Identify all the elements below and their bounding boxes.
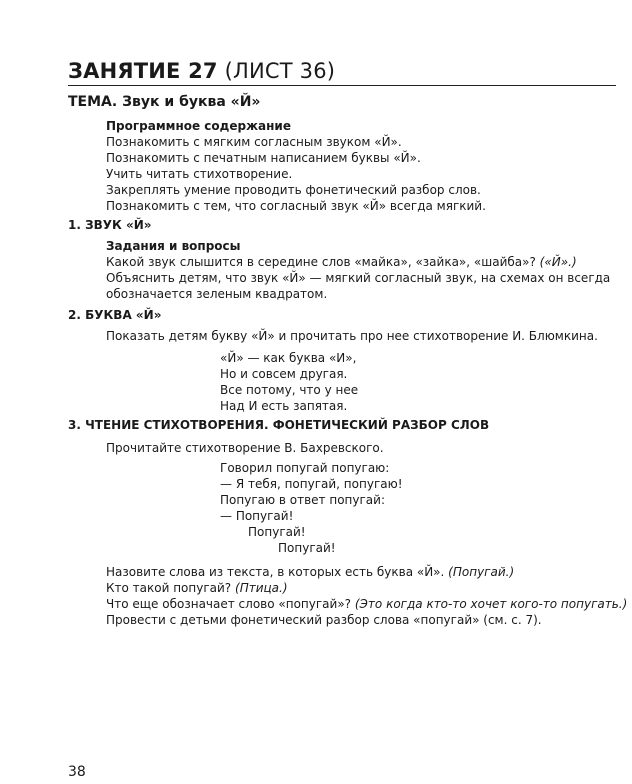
question-text: Какой звук слышится в середине слов «майка», «зайка», «шайба»? bbox=[106, 255, 536, 269]
poem-line: Попугай! bbox=[248, 525, 306, 539]
question-text: Что еще обозначает слово «попугай»? bbox=[106, 597, 352, 611]
final-instruction: Провести с детьми фонетический разбор слова «попугай» (см. с. 7). bbox=[106, 613, 542, 627]
poem-line: Попугай! bbox=[278, 541, 336, 555]
section-3-title: 3. ЧТЕНИЕ СТИХОТВОРЕНИЯ. ФОНЕТИЧЕСКИЙ РАЗБОР СЛОВ bbox=[68, 418, 490, 432]
question-line bbox=[106, 564, 514, 580]
question-text: Назовите слова из текста, в которых есть буква «Й». bbox=[106, 565, 445, 579]
answer-text: (Это когда кто-то хочет кого-то попугать.) bbox=[354, 597, 628, 611]
lesson-number: ЗАНЯТИЕ 27 bbox=[68, 59, 218, 83]
explanation-line: обозначается зеленым квадратом. bbox=[106, 287, 328, 301]
section-2-intro: Показать детям букву «Й» и прочитать про нее стихотворение И. Блюмкина. bbox=[106, 329, 598, 343]
program-item: Познакомить с мягким согласным звуком «Й». bbox=[106, 135, 402, 149]
question-line bbox=[106, 596, 627, 612]
section-1-title: 1. ЗВУК «Й» bbox=[68, 218, 152, 232]
poem-line: Над И есть запятая. bbox=[220, 399, 348, 413]
answer-text: («Й».) bbox=[539, 255, 577, 269]
tasks-heading: Задания и вопросы bbox=[106, 239, 241, 253]
program-item: Познакомить с печатным написанием буквы «Й». bbox=[106, 151, 421, 165]
poem-line: Но и совсем другая. bbox=[220, 367, 348, 381]
poem-line: Говорил попугай попугаю: bbox=[220, 461, 390, 475]
program-heading: Программное содержание bbox=[106, 119, 291, 133]
title-divider bbox=[68, 85, 616, 86]
explanation-line: Объяснить детям, что звук «Й» — мягкий согласный звук, на схемах он всегда bbox=[106, 271, 611, 285]
topic-heading: ТЕМА. Звук и буква «Й» bbox=[68, 94, 261, 110]
question-line bbox=[106, 580, 288, 596]
section-3-intro: Прочитайте стихотворение В. Бахревского. bbox=[106, 441, 384, 455]
sheet-number: (ЛИСТ 36) bbox=[224, 59, 336, 83]
answer-text: (Птица.) bbox=[235, 581, 288, 595]
question-line bbox=[106, 254, 577, 270]
poem-line: Все потому, что у нее bbox=[220, 383, 359, 397]
program-item: Закреплять умение проводить фонетический разбор слов. bbox=[106, 183, 481, 197]
poem-line: Попугаю в ответ попугай: bbox=[220, 493, 385, 507]
program-item: Учить читать стихотворение. bbox=[106, 167, 293, 181]
answer-text: (Попугай.) bbox=[448, 565, 515, 579]
page-title bbox=[68, 58, 335, 84]
page-number: 38 bbox=[68, 764, 86, 780]
question-text: Кто такой попугай? bbox=[106, 581, 232, 595]
poem-line: — Попугай! bbox=[220, 509, 294, 523]
section-2-title: 2. БУКВА «Й» bbox=[68, 308, 162, 322]
poem-line: — Я тебя, попугай, попугаю! bbox=[220, 477, 403, 491]
program-item: Познакомить с тем, что согласный звук «Й» всегда мягкий. bbox=[106, 199, 486, 213]
poem-line: «Й» — как буква «И», bbox=[220, 351, 357, 365]
